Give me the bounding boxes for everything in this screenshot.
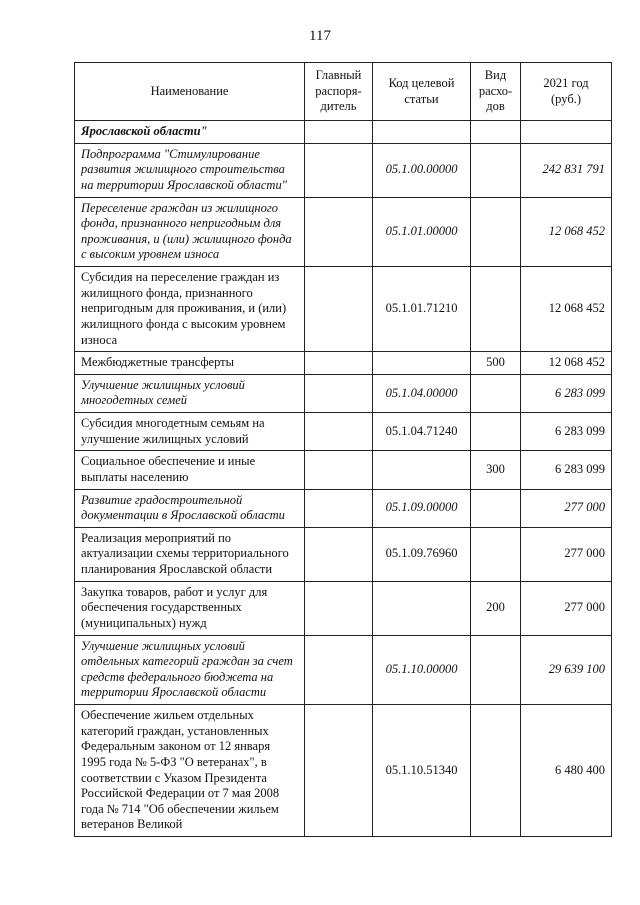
header-type: Вид расхо-дов [471,63,521,121]
cell-type: 500 [471,352,521,375]
cell-name: Межбюджетные трансферты [75,352,305,375]
header-amount: 2021 год (руб.) [521,63,612,121]
table-body [75,121,612,837]
header-name: Наименование [75,63,305,121]
cell-amount: 29 639 100 [521,635,612,705]
cell-name: Субсидия на переселение граждан из жилищного фонда, признанного непригодным для проживания, и (или) жилищного фонда с высоким уровнем износа [75,267,305,352]
cell-code [373,352,471,375]
table-row [75,374,612,412]
table-row [75,143,612,197]
cell-amount: 6 283 099 [521,374,612,412]
cell-type [471,705,521,837]
cell-code: 05.1.04.71240 [373,413,471,451]
cell-amount: 277 000 [521,527,612,581]
cell-code: 05.1.10.00000 [373,635,471,705]
cell-admin [305,451,373,489]
cell-amount: 6 480 400 [521,705,612,837]
cell-type [471,267,521,352]
cell-type [471,635,521,705]
table-row [75,352,612,375]
cell-amount: 12 068 452 [521,352,612,375]
cell-name: Переселение граждан из жилищного фонда, признанного непригодным для проживания, и (или) жилищного фонда с высоким уровнем износа [75,197,305,267]
cell-name: Улучшение жилищных условий многодетных семей [75,374,305,412]
cell-code [373,581,471,635]
cell-type: 200 [471,581,521,635]
page-number: 117 [309,28,331,44]
table-row [75,267,612,352]
cell-amount: 6 283 099 [521,451,612,489]
cell-admin [305,352,373,375]
cell-admin [305,121,373,144]
table-row [75,451,612,489]
cell-type [471,143,521,197]
cell-name: Реализация мероприятий по актуализации схемы территориального планирования Ярославской области [75,527,305,581]
cell-code: 05.1.10.51340 [373,705,471,837]
cell-type: 300 [471,451,521,489]
cell-admin [305,489,373,527]
table-row [75,413,612,451]
cell-admin [305,527,373,581]
cell-admin [305,635,373,705]
table-row [75,121,612,144]
cell-amount: 6 283 099 [521,413,612,451]
cell-code: 05.1.00.00000 [373,143,471,197]
cell-code: 05.1.01.71210 [373,267,471,352]
table-row [75,635,612,705]
cell-admin [305,197,373,267]
cell-name: Развитие градостроительной документации в Ярославской области [75,489,305,527]
table-row [75,527,612,581]
header-code: Код целевой статьи [373,63,471,121]
table-row [75,581,612,635]
cell-amount: 242 831 791 [521,143,612,197]
cell-type [471,197,521,267]
cell-code: 05.1.09.76960 [373,527,471,581]
table-row [75,705,612,837]
cell-amount [521,121,612,144]
cell-amount: 12 068 452 [521,197,612,267]
cell-type [471,489,521,527]
table-header-row [75,63,612,121]
cell-code: 05.1.09.00000 [373,489,471,527]
cell-name: Субсидия многодетным семьям на улучшение жилищных условий [75,413,305,451]
cell-code [373,451,471,489]
cell-code: 05.1.04.00000 [373,374,471,412]
cell-admin [305,413,373,451]
table-row [75,197,612,267]
cell-code [373,121,471,144]
cell-name: Закупка товаров, работ и услуг для обеспечения государственных (муниципальных) нужд [75,581,305,635]
cell-admin [305,581,373,635]
cell-amount: 277 000 [521,581,612,635]
cell-type [471,374,521,412]
cell-type [471,413,521,451]
cell-amount: 12 068 452 [521,267,612,352]
cell-type [471,527,521,581]
cell-admin [305,705,373,837]
cell-admin [305,267,373,352]
cell-name: Ярославской области" [75,121,305,144]
cell-code: 05.1.01.00000 [373,197,471,267]
cell-type [471,121,521,144]
cell-name: Улучшение жилищных условий отдельных категорий граждан за счет средств федерального бюджета на территории Ярославской области [75,635,305,705]
cell-name: Социальное обеспечение и иные выплаты населению [75,451,305,489]
cell-admin [305,374,373,412]
budget-table [74,62,612,837]
table-row [75,489,612,527]
cell-name: Подпрограмма "Стимулирование развития жилищного строительства на территории Ярославской области" [75,143,305,197]
header-admin: Главный распоря-дитель [305,63,373,121]
cell-name: Обеспечение жильем отдельных категорий граждан, установленных Федеральным законом от 12 января 1995 года № 5-ФЗ "О ветеранах", в соответствии с Указом Президента Российской Федерации от 7 мая 2008 года № 714 "Об обеспечении жильем ветеранов Великой [75,705,305,837]
cell-admin [305,143,373,197]
cell-amount: 277 000 [521,489,612,527]
